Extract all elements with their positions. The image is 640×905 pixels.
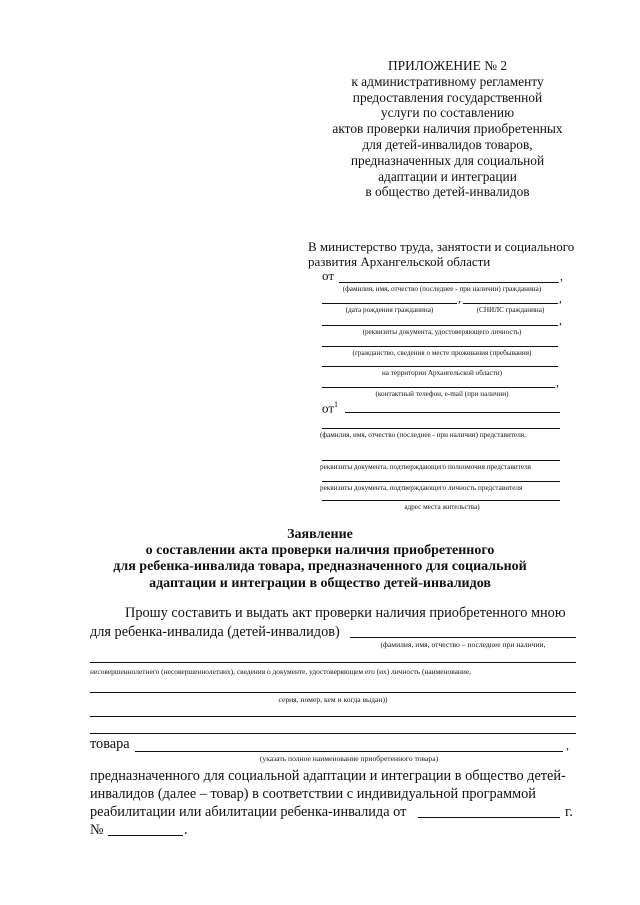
caption-representative-authority: реквизиты документа, подтверждающего полномочия представителя	[320, 463, 531, 471]
appendix-line: актов проверки наличия приобретенных	[332, 121, 563, 137]
goods-label: товара	[90, 736, 130, 752]
appendix-line: предназначенных для социальной	[350, 152, 545, 168]
caption-territory: на территории Архангельской области)	[381, 369, 503, 377]
caption-snils: (СНИЛС гражданина)	[476, 306, 545, 314]
title-line: адаптации и интеграции в общество детей-инвалидов	[149, 575, 491, 591]
title-line: о составлении акта проверки наличия приобретенного	[145, 543, 495, 559]
appendix-line: в общество детей-инвалидов	[365, 184, 530, 200]
caption-representative-name: (фамилия, имя, отчество (последнее - при наличии) представителя,	[320, 431, 526, 439]
addressee-block: В министерство труда, занятости и социального развития Архангельской области от , (фамилия, имя, отчество (последнее - при наличии) гражданина) , , (дата рождения гражданина) (СНИЛС гражданина) , (реквизиты документа, удостоверяющего личность) (гражданство, сведения о месте проживания (пребывания) на территории Архангельской области) , (контактный телефон, e-mail (при наличии) $от^1$ (фамилия, имя, отчество (последнее - при наличии) представителя, реквизиты документа, подтверждающего полномочия представителя реквизиты документа, подтверждающего личность представителя адрес места жительства)	[308, 239, 575, 511]
purpose-text: предназначенного для социальной адаптации и интеграции в общество детей-	[90, 768, 566, 784]
footnote-marker: 1	[334, 400, 339, 409]
appendix-line: адаптации и интеграции	[378, 168, 517, 184]
appendix-line: к административному регламенту	[351, 73, 544, 89]
caption-contact: (контактный телефон, e-mail (при наличии)	[375, 390, 509, 398]
caption-child-name: (фамилия, имя, отчество – последнее при наличии,	[380, 640, 546, 649]
application-body: Прошу составить и выдать акт проверки наличия приобретенного мною для ребенка-инвалида (детей-инвалидов) (фамилия, имя, отчество – последнее при наличии, несовершеннолетнего (несовершеннолетних), сведения о документе, удостоверяющем его (их) личность (наименование, серия, номер, кем и когда выдан)) товара , (указать полное наименование приобретенного товара) предназначенного для социальной адаптации и интеграции в общество детей- инвалидов (далее – товар) в соответствии с индивидуальной программой реабилитации или абилитации ребенка-инвалида от г. № .	[0, 0, 640, 905]
request-text: Прошу составить и выдать акт проверки наличия приобретенного мною	[125, 605, 566, 621]
purpose-text: инвалидов (далее – товар) в соответствии с индивидуальной программой	[90, 786, 536, 802]
child-name-field[interactable]	[350, 637, 576, 638]
caption-child-document: несовершеннолетнего (несовершеннолетних), сведения о документе, удостоверяющем его (их) личность (наименование,	[90, 667, 471, 676]
appendix-line: услуги по составлению	[380, 105, 515, 121]
addressee-line: В министерство труда, занятости и социального	[308, 239, 575, 254]
addressee-line: развития Архангельской области	[308, 254, 491, 269]
appendix-line: предоставления государственной	[352, 89, 543, 105]
goods-name-field[interactable]	[135, 751, 563, 752]
program-number-field[interactable]	[108, 835, 183, 836]
program-date-field[interactable]	[418, 817, 560, 818]
number-label: №	[90, 822, 104, 838]
extra-line-1[interactable]	[90, 716, 576, 717]
from-rep-label: $от^1$	[322, 400, 339, 416]
caption-child-document-series: серия, номер, кем и когда выдан))	[278, 695, 388, 704]
caption-representative-identity: реквизиты документа, подтверждающего личность представителя	[320, 484, 523, 492]
purpose-text: реабилитации или абилитации ребенка-инвалида от	[90, 804, 407, 820]
caption-identity-document: (реквизиты документа, удостоверяющего личность)	[362, 328, 522, 336]
extra-line-2[interactable]	[90, 733, 576, 734]
title-line: для ребенка-инвалида товара, предназначенного для социальной	[113, 559, 527, 575]
caption-applicant-name: (фамилия, имя, отчество (последнее - при наличии) гражданина)	[342, 285, 542, 293]
title-line: Заявление	[287, 527, 353, 542]
year-suffix: г.	[565, 804, 573, 820]
caption-goods-name: (указать полное наименование приобретенного товара)	[259, 754, 439, 763]
caption-birth-date: (дата рождения гражданина)	[345, 306, 434, 314]
child-document-field[interactable]	[90, 662, 576, 663]
caption-citizenship: (гражданство, сведения о месте проживания (пребывания)	[352, 349, 532, 357]
caption-representative-address: адрес места жительства)	[404, 503, 480, 511]
appendix-line: для детей-инвалидов товаров,	[362, 136, 533, 152]
request-text: для ребенка-инвалида (детей-инвалидов)	[90, 624, 340, 640]
child-document-field-2[interactable]	[90, 692, 576, 693]
appendix-title: ПРИЛОЖЕНИЕ № 2	[387, 58, 508, 73]
from-label: от	[322, 268, 335, 283]
